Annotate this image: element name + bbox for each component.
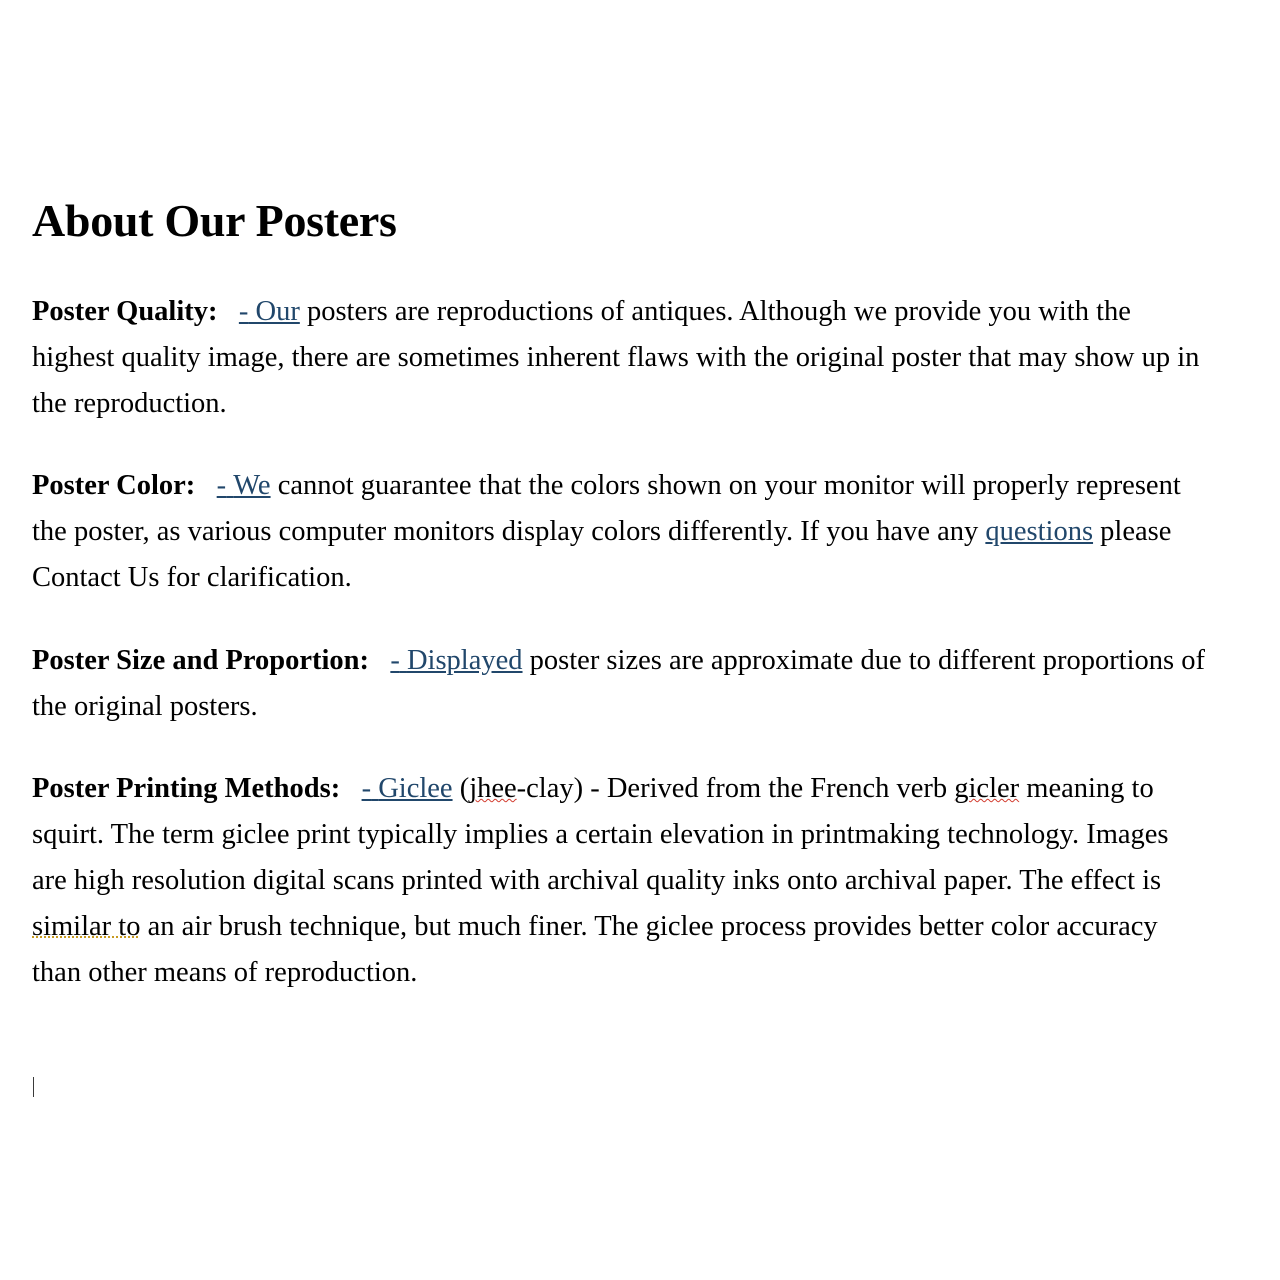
section-poster-color <box>32 463 1210 601</box>
dash-link-size[interactable]: - <box>390 644 400 676</box>
section-lead-label: Poster Quality: <box>32 295 218 327</box>
section-poster-printing-methods <box>32 766 1210 997</box>
section-lead-label: Poster Color: <box>32 470 196 502</box>
link-word-giclee[interactable]: Giclee <box>378 772 453 804</box>
section-body-printing-4: an air brush technique, but much finer. The giclee process provides better color accuracy than other means of reproduction. <box>32 911 1158 989</box>
section-body-color-after: please Contact Us for clarification. <box>32 516 1172 594</box>
section-body-quality: posters are reproductions of antiques. Although we provide you with the highest quality image, there are sometimes inherent flaws with the original poster that may show up in the reproduction. <box>32 295 1200 419</box>
link-word-we[interactable]: We <box>233 470 271 502</box>
link-word-our[interactable]: Our <box>255 295 300 327</box>
text-caret <box>33 1077 34 1097</box>
section-body-printing-1: ( <box>452 772 470 804</box>
misspelled-word-gicler: gicler <box>954 772 1020 804</box>
link-questions[interactable]: questions <box>985 516 1094 548</box>
section-lead-label: Poster Printing Methods: <box>32 772 341 804</box>
section-lead-label: Poster Size and Proportion: <box>32 644 369 676</box>
section-poster-quality <box>32 289 1210 427</box>
dash-link-color[interactable]: - <box>216 470 227 502</box>
misspelled-word-jhee: jhee <box>469 772 517 804</box>
section-body-printing-2: -clay) - Derived from the French verb <box>516 772 955 804</box>
section-body-color-before: cannot guarantee that the colors shown on your monitor will properly represent the poster, as various computer monitors display colors differently. If you have any <box>32 470 1181 548</box>
page-title: About Our Posters <box>32 195 397 246</box>
dash-link-quality[interactable]: - <box>238 295 249 327</box>
section-poster-size-proportion <box>32 638 1210 730</box>
section-body-size: poster sizes are approximate due to different proportions of the original posters. <box>32 644 1206 722</box>
section-body-printing-3: meaning to squirt. The term giclee print typically implies a certain elevation in printmaking technology. Images are high resolution digital scans printed with archival quality inks onto archival paper. The effect is <box>32 772 1169 897</box>
grammar-flag-similar-to: similar to <box>32 911 141 943</box>
dash-link-printing[interactable]: - <box>361 772 372 804</box>
link-word-displayed[interactable]: Displayed <box>406 644 523 676</box>
